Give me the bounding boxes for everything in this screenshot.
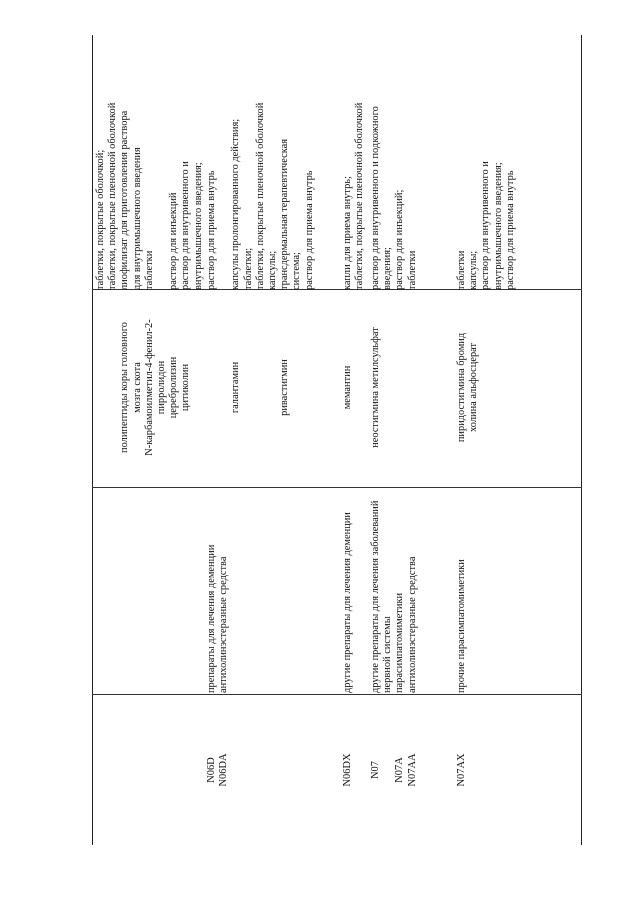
row-3-substance [370,290,382,485]
row-2-group [342,488,354,693]
col-divider-1 [92,694,582,695]
forms-line: лиофилизат для приготовления раствора [119,110,131,290]
forms-line: капли для приема внутрь; [342,176,353,290]
code-line: N07 [370,761,381,779]
substance-line: мемантин [342,365,353,410]
substance-line: N-карбамоилметил-4-фенил-2- [143,319,155,456]
forms-line: капсулы; [468,250,480,290]
group-line: препараты для лечения деменции [206,544,217,693]
substance-line: пиридостигмина бромид [456,332,467,443]
forms-line: таблетки [406,250,418,290]
group-line: парасимпатомиметики [394,592,406,693]
forms-line: таблетки [143,250,155,290]
code-line: N07AA [406,753,418,787]
forms-line: раствор для внутривенного и [480,161,492,290]
substance-line [95,290,107,485]
row-4-substance [456,290,480,485]
substance-line: пирролидон [155,360,167,415]
forms-line: капсулы; [267,250,278,290]
forms-line: таблетки, покрытые пленочной оболочкой [254,102,266,290]
group-line: нервной системы [382,616,394,693]
group-line: антихолинэстеразные средства [218,556,230,693]
group-line: другие препараты для лечения деменции [342,512,353,693]
forms-line: таблетки, покрытые пленочной оболочкой [354,102,366,290]
forms-line: раствор для инъекций; [394,189,406,290]
substance-line: ривастигмин [279,359,291,416]
forms-line: введения; [382,247,394,290]
forms-line: таблетки; [242,247,254,290]
code-line: N07A [394,757,406,783]
substance-line: полипептиды коры головного [119,322,131,453]
forms-line: трансдермальная терапевтическая [279,139,291,290]
forms-line: раствор для приема внутрь [504,170,516,290]
substance-line [107,290,119,485]
row-3-code [370,695,419,845]
row-1-substance [206,290,291,485]
row-3-forms [370,35,419,290]
forms-line: раствор для внутривенного и подкожного [370,106,381,290]
group-line: другие препараты для лечения заболеваний [370,500,381,693]
row-1-code [206,695,230,845]
substance-line [206,290,218,485]
forms-line: таблетки, покрытые пленочной оболочкой [107,102,119,290]
code-line [382,695,394,845]
row-4-code [456,695,468,845]
substance-line [243,290,255,485]
substance-line: холина альфосцерат [468,342,480,433]
substance-line: цитиколин [180,363,192,412]
substance-line [255,290,267,485]
substance-line: галантамин [230,361,242,414]
code-line: N07AX [456,753,467,787]
row-2-forms [342,35,366,290]
code-line: N06DX [342,753,353,787]
substance-line [218,290,230,485]
row-1-forms [206,35,316,290]
row-2-code [342,695,354,845]
forms-line [218,35,230,290]
substance-line [267,290,279,485]
row-0-forms [95,35,205,290]
rotated-drug-table [92,35,582,845]
code-line: N06D [206,757,217,783]
forms-line: раствор для приема внутрь [206,170,217,290]
row-0-substance [95,290,193,485]
forms-line [156,35,168,290]
forms-line: таблетки [456,250,467,290]
forms-line: система; [291,252,303,290]
forms-line: раствор для инъекций [168,192,180,290]
forms-line: таблетки, покрытые оболочкой; [95,149,106,290]
substance-line: мозга скота [131,362,143,413]
row-2-substance [342,290,354,485]
row-4-group [456,488,468,693]
row-4-forms [456,35,517,290]
forms-line: внутримышечного введения; [192,162,204,290]
group-line: антихолинэстеразные средства [406,556,418,693]
row-3-group [370,488,419,693]
code-line: N06DA [218,753,230,787]
substance-line: церебролизин [168,356,180,419]
group-line: прочие парасимпатомиметики [456,559,467,693]
substance-line: неостигмина метилсульфат [370,327,381,448]
forms-line: для внутримышечного введения [131,147,143,290]
forms-line: внутримышечного введения; [492,162,504,290]
forms-line: раствор для приема внутрь [303,170,315,290]
col-divider-2 [92,487,582,488]
table-bottom-rule [581,35,582,845]
row-1-group [206,488,230,693]
forms-line: капсулы пролонгированного действия; [230,118,242,290]
forms-line: раствор для внутривенного и [180,161,192,290]
table-top-rule [92,35,93,845]
